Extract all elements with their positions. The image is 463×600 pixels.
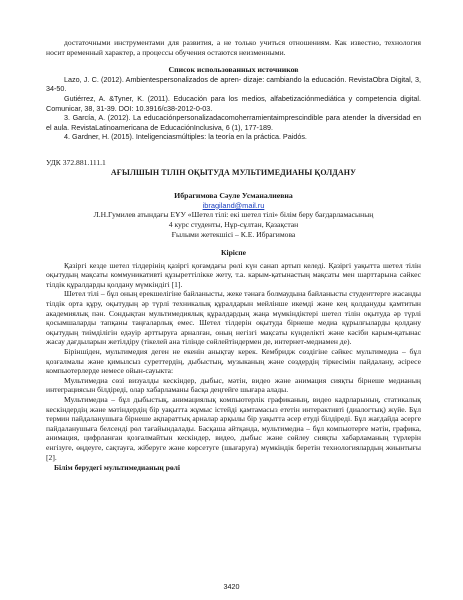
author-affiliation-line: Ғылыми жетекшісі – К.Е. Ибрагимова [171,229,296,239]
body-paragraph: Мультимедиа сөзі визуалды кескіндер, дыбыс, мәтін, видео және анимация сияқты бірнеше медианың интеграциясын білдіреді, олар хабарламаны басқа деңгейге шығара алады. [46,375,421,395]
reference-item: Lazo, J. C. (2012). Ambientespersonalizados de apren- dizaje: cambiando la educación. RevistaObra Digital, 3, 34-50. [46,74,421,94]
intro-body [46,261,421,462]
udk-code: УДК 372.881.111.1 [46,157,106,167]
author-email-link[interactable]: ibragiland@mail.ru [202,200,265,210]
reference-item: 4. Gardner, H. (2015). Inteligenciasmúltiples: la teoría en la práctica. Paidós. [64,132,307,142]
article-title: АҒЫЛШЫН ТІЛІН ОҚЫТУДА МУЛЬТИМЕДИАНЫ ҚОЛДАНУ [110,167,357,177]
page-number: 3420 [223,582,240,591]
body-paragraph: Шетел тілі – бұл оның ерекшелігіне байланысты, жеке тәнаға болмаудына байланысты студенттерге жасанды тілдік орта құру, оқытудың әр түрлі техникалық құралдарын мейлінше икемді және кең қолдануды қамтитын академиялық пән. Сондықтан мультимедиялық құралдардың жаңа мүмкіндіктері шетел тілін оқытуда әр түрлі қосымшаларды тапқаны таңғаларлық емес. Шетел тілдерін оқытуда бірнеше медиа құрылғыларды қолдану оқытудың тиімділігін едәуір арттыруға арналған, оның негізгі мақсаты күнделікті және кәсіби карым-қатынас жасау дағдыларын жетілдіру (тікелей ана тілінде сөйлейтіндермен де, интернет-медиамен де). [46,289,421,347]
body-paragraph: Қазіргі кезде шетел тілдерінің қазіргі қоғамдағы рөлі күн санап артып келеді. Қазіргі уақытта шетел тілін оқытудың мақсаты коммуникативті құзыреттілікке жету, т.а. карым-қатынастың мақсаты мен шарттарына сәйкес тілдік құралдарды қолдану мүмкіндігі [1]. [46,260,421,289]
references-title: Список использованных источников [168,65,299,75]
body-paragraph: Мультимедиа – бұл дыбыстық, анимациялық компьютерлік графиканың, видео кадрларының, статикалық кескіндердің және мәтіндердің бір уақытта жұмыс істейді қамтамасыз ететін интерактивті (диалогтық) жүйе. Бұл термин пайдаланушыға бірнеше ақпараттық арналар арқылы бір уақытта әсер етуді білдіреді. Бұл жағдайда әсерге пайдаланушыға белсенді рөл тағайындалады. Басқаша айтқанда, мультимедиа – бұл компьютерге мәтін, графика, анимация, цифрланған қозғалмайтын кескіндер, видео, дыбыс және сөйлеу сияқты хабарламаның түрлерін енгізуге, өңдеуге, сақтауға, жіберуге және көрсетуге (шығаруға) мүмкіндік беретін технологиялардың жиынтығы [2]. [46,395,421,462]
body-paragraph: Біріншіден, мультимедия деген не екенін анықтау керек. Кембридж сөздігіне сәйкес мультимедиа – бұл қозғалмалы және қимылсыз суреттердің, дыбыстың, музыканың және сөздердің тіркесімін пайдалану, әсіресе компьютерлерде немесе ойын-сауыкта: [46,347,421,376]
top-paragraph: достаточными инструментами для развития, а не только учиться отношениям. Как известно, технология носит временный характер, а процессы обучения остаются неизменными. [46,38,421,57]
author-affiliation-line: 4 курс студенты, Нұр-сұлтан, Қазақстан [168,219,299,229]
author-affiliation-line: Л.Н.Гумилев атындағы ЕҰУ «Шетел тілі: екі шетел тілі» білім беру бағдарламасының [93,210,374,220]
reference-item: Gutiérrez, A. &Tyner, K. (2011). Educación para los medios, alfabetizaciónmediática y competencia digital. Comunicar, 38, 31-39. DOI: 10.3916/c38-2012-0-03. [46,93,421,113]
author-name: Ибрагимова Сәуле Усманалиевна [174,191,293,201]
section-title-intro: Кіріспе [220,248,247,258]
reference-item: 3. García, A. (2012). La educaciónpersonalizadacomoherramientaimprescindible para atender la diversidad en el aula. RevistaLatinoamericana de EducaciónInclusiva, 6 (1), 177-189. [46,113,421,132]
section-title-media-role: Білім берудегі мультимедианың рөлі [54,463,181,473]
